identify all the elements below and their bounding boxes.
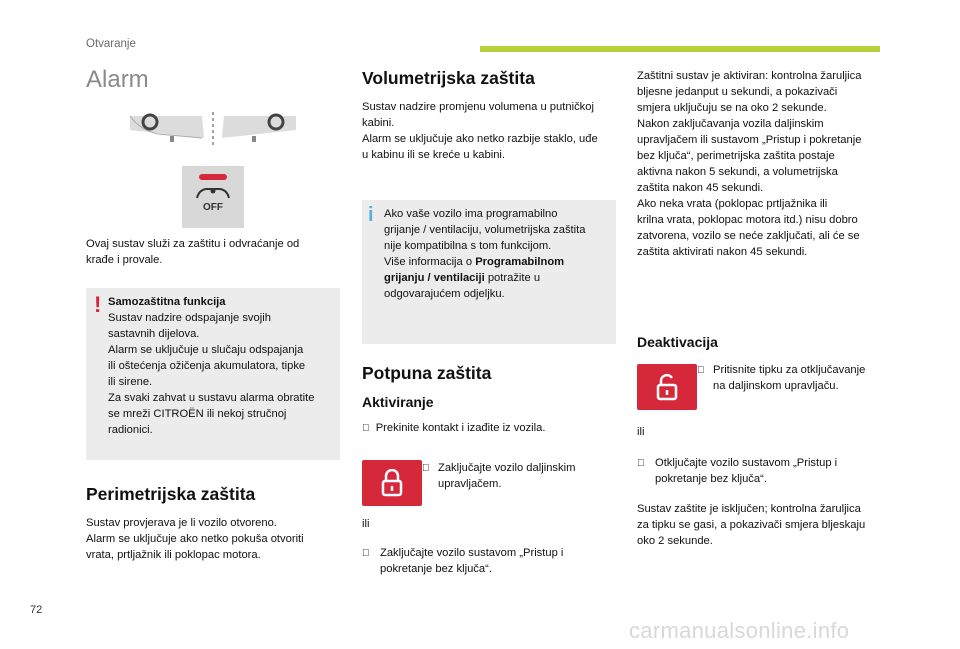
info-icon: i: [368, 204, 374, 226]
bullet-icon: [697, 365, 705, 376]
alarm-off-button-illustration: [182, 166, 244, 228]
volumetric-text: Sustav nadzire promjenu volumena u putničkoj kabini. Alarm se uključuje ako netko razbije staklo, uđe u kabinu ili se kreće u kabini.: [362, 101, 598, 161]
or-label: ili: [362, 518, 370, 530]
deactivation-step-2-bullet: [637, 455, 645, 472]
warning-box: [86, 288, 340, 460]
perimetric-title: Perimetrijska zaštita: [86, 484, 256, 504]
activation-step-3-bullet: [362, 545, 370, 562]
off-label: OFF: [203, 202, 223, 213]
activation-step-2: [422, 460, 436, 477]
bullet-icon: [362, 423, 370, 434]
deactivation-title: Deaktivacija: [637, 334, 718, 350]
lock-button-icon: [362, 460, 422, 506]
or-label-right: ili: [637, 426, 645, 438]
warning-title: Samozaštitna funkcija: [108, 296, 226, 308]
deactivation-final-text: Sustav zaštite je isključen; kontrolna žaruljica za tipku se gasi, a pokazivači smjera bljeskaju oko 2 sekunde.: [637, 503, 866, 547]
alarm-title: Alarm: [86, 66, 149, 93]
bullet-icon: [362, 548, 370, 559]
watermark: carmanualsonline.info: [629, 618, 850, 643]
alarm-intro: Ovaj sustav služi za zaštitu i odvraćanje od krađe i provale.: [86, 238, 300, 266]
cabin-sensor-illustration: [130, 108, 296, 150]
deactivation-step-2: Otključajte vozilo sustavom „Pristup i pokretanje bez ključa“.: [655, 457, 838, 485]
deactivation-step-1-bullet: [697, 362, 705, 379]
warning-icon: !: [94, 292, 102, 317]
page-number: 72: [30, 604, 43, 616]
unlock-button-icon: [637, 364, 697, 410]
bullet-icon: [422, 463, 430, 474]
activation-step-3: Zaključajte vozilo sustavom „Pristup i pokretanje bez ključa“.: [380, 547, 564, 575]
activation-info-text: Zaštitni sustav je aktiviran: kontrolna žaruljica bljesne jedanput u sekundi, a pokazivači smjera uključuju se na oko 2 sekunde. Nakon zaključavanja vozila daljinskim upravljačem ili sustavom „Pristup i pokretanje bez ključa“, perimetrijska zaštita postaje aktivna nakon 5 sekundi, a volumetrijska zaštita nakon 45 sekundi. Ako neka vrata (poklopac prtljažnika ili krilna vrata, poklopac motora itd.) nisu dobro zatvorena, vozilo se neće zaključati, ali će se zaštita aktivirati nakon 45 sekundi.: [637, 70, 862, 258]
info-box: [362, 200, 616, 344]
section-label: Otvaranje: [86, 38, 136, 50]
warning-text: Sustav nadzire odspajanje svojih sastavnih dijelova. Alarm se uključuje u slučaju odspajanja ili oštećenja ožičenja akumulatora, tipke ili sirene. Za svaki zahvat u sustavu alarma obratite se mreži CITROËN ili nekoj stručnoj radionici.: [108, 312, 315, 436]
alarm-led: [199, 174, 227, 180]
activation-step-1: Prekinite kontakt i izađite iz vozila.: [362, 420, 545, 437]
volumetric-title: Volumetrijska zaštita: [362, 68, 535, 88]
perimetric-text: Sustav provjerava je li vozilo otvoreno. Alarm se uključuje ako netko pokuša otvoriti vrata, prtljažnik ili poklopac motora.: [86, 517, 304, 561]
activation-step-2-text: Zaključajte vozilo daljinskim upravljačem.: [438, 462, 576, 490]
info-text: Ako vaše vozilo ima programabilno grijanje / ventilaciju, volumetrijska zaštita nije kompatibilna s tom funkcijom. Više informacija o Programabilnom grijanju / ventilaciji potražite u odgovarajućem odjeljku.: [384, 208, 586, 300]
activation-title: Aktiviranje: [362, 394, 434, 410]
bullet-icon: [637, 458, 645, 469]
section-color-bar: [480, 46, 880, 52]
full-title: Potpuna zaštita: [362, 363, 492, 383]
deactivation-step-1: Pritisnite tipku za otključavanje na daljinskom upravljaču.: [713, 364, 866, 392]
